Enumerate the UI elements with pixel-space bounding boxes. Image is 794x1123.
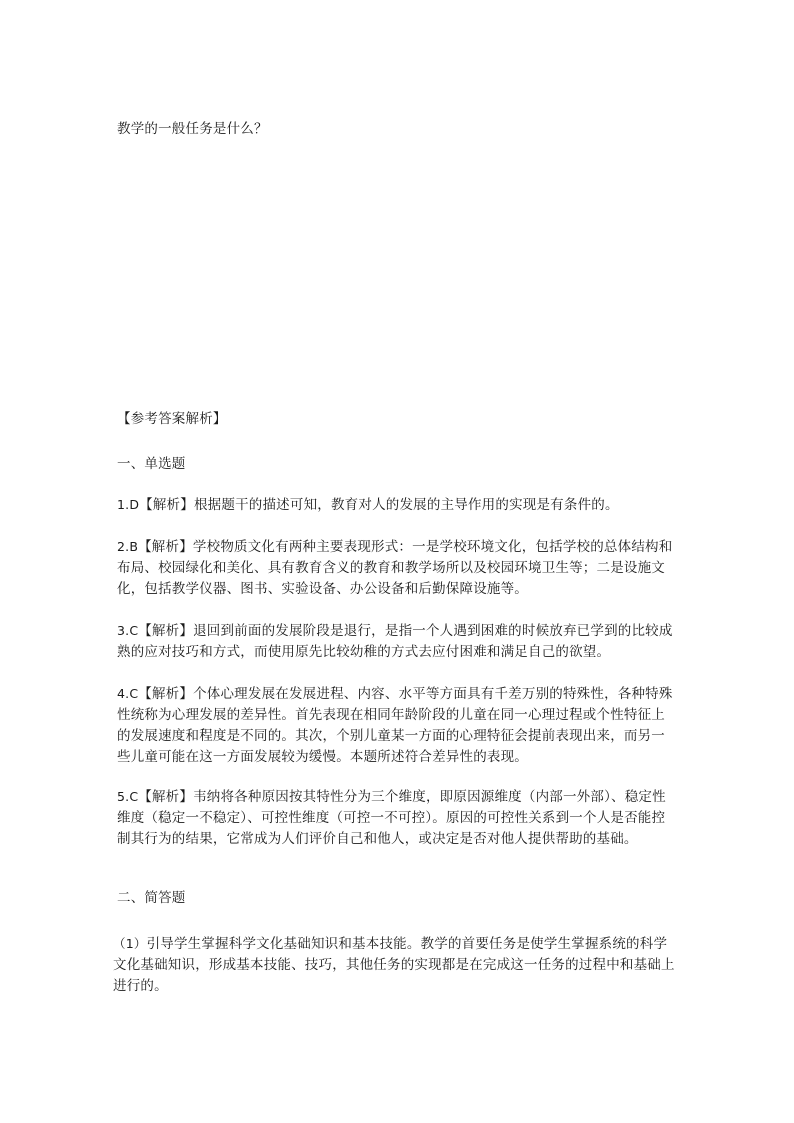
analysis-body: 韦纳将各种原因按其特性分为三个维度，即原因源维度（内部一外部）、稳定性维度（稳定一不稳定）、可控性维度（可控一不可控）。原因的可控性关系到一个人是否能控制其行为的结果，它常成为人们评价自己和他人，或决定是否对他人提供帮助的基础。 xyxy=(117,789,666,847)
section-title-short-answer: 二、简答题 xyxy=(117,890,186,906)
analysis-body: 退回到前面的发展阶段是退行，是指一个人遇到困难的时候放弃已学到的比较成熟的应对技巧和方式，而使用原先比较幼稚的方式去应付困难和满足自己的欲望。 xyxy=(117,623,673,660)
answer-item-5 xyxy=(117,786,677,850)
answer-number: 1.D xyxy=(117,497,140,512)
answer-number: （1） xyxy=(113,936,147,951)
answer-item-4 xyxy=(117,683,677,768)
answer-item-2 xyxy=(117,536,677,600)
short-answer-item-1 xyxy=(113,933,679,997)
answer-number: 4.C xyxy=(117,686,139,701)
analysis-body: 根据题干的描述可知，教育对人的发展的主导作用的实现是有条件的。 xyxy=(193,497,619,513)
analysis-body: 个体心理发展在发展进程、内容、水平等方面具有千差万别的特殊性，各种特殊性统称为心理发展的差异性。首先表现在相同年龄阶段的儿童在同一心理过程或个性特征上的发展速度和程度是不同的。其次，个别儿童某一方面的心理特征会提前表现出来，而另一些儿童可能在这一方面发展较为缓慢。本题所述符合差异性的表现。 xyxy=(117,686,673,765)
question-text: 教学的一般任务是什么？ xyxy=(117,121,268,137)
answer-item-3 xyxy=(117,620,677,663)
answer-item-1 xyxy=(117,494,677,516)
analysis-tag: 【解析】 xyxy=(139,497,194,513)
analysis-tag: 【解析】 xyxy=(138,686,194,702)
analysis-tag: 【解析】 xyxy=(138,789,194,805)
answer-key-heading: 【参考答案解析】 xyxy=(117,411,227,427)
analysis-tag: 【解析】 xyxy=(138,623,194,639)
answer-number: 2.B xyxy=(117,539,139,554)
answer-number: 3.C xyxy=(117,623,139,638)
section-title-single-choice: 一、单选题 xyxy=(117,456,186,472)
answer-body: 引导学生掌握科学文化基础知识和基本技能。教学的首要任务是使学生掌握系统的科学文化基础知识，形成基本技能、技巧，其他任务的实现都是在完成这一任务的过程中和基础上进行的。 xyxy=(113,936,675,994)
answer-number: 5.C xyxy=(117,789,139,804)
analysis-body: 学校物质文化有两种主要表现形式：一是学校环境文化，包括学校的总体结构和布局、校园绿化和美化、具有教育含义的教育和教学场所以及校园环境卫生等；二是设施文化，包括教学仪器、图书、实验设备、办公设备和后勤保障设施等。 xyxy=(117,539,673,597)
analysis-tag: 【解析】 xyxy=(138,539,193,555)
